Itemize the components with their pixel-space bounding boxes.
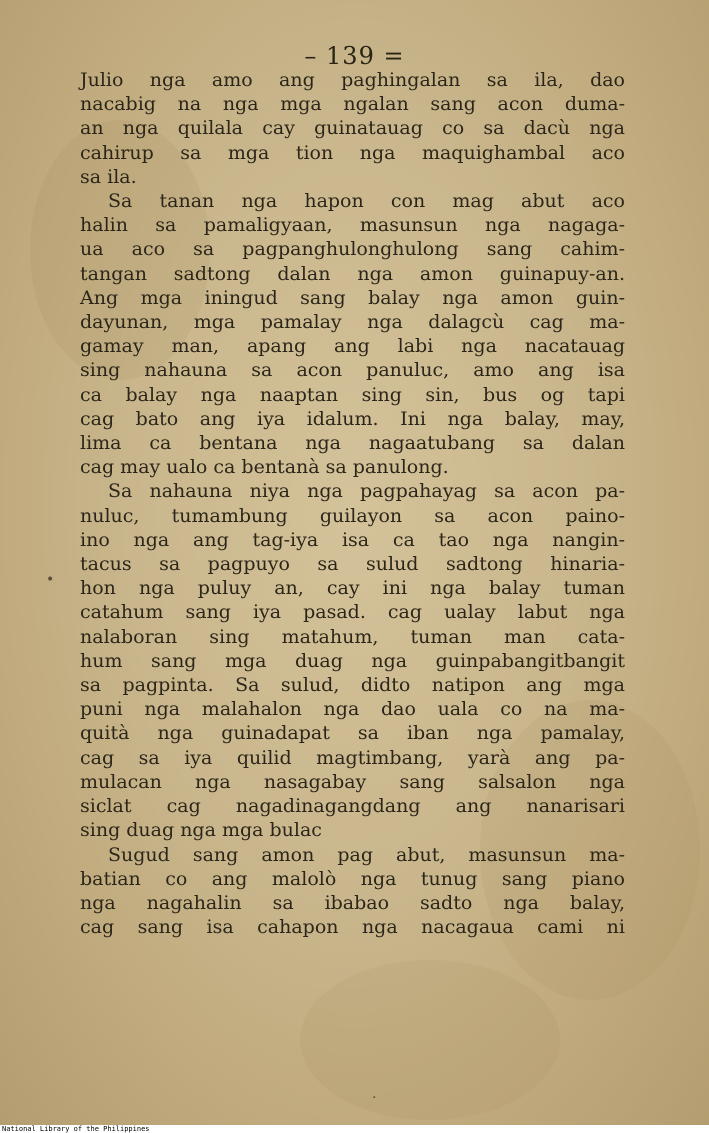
paper-stain (300, 960, 560, 1120)
text-line: cag sa iya quilid magtimbang, yarà ang pa- (80, 746, 625, 769)
text-line: nacabig na nga mga ngalan sang acon duma- (80, 93, 625, 116)
text-line: cag sang isa cahapon nga nacagaua cami ni (80, 916, 625, 939)
text-line: ua aco sa pagpanghulonghulong sang cahim- (80, 238, 625, 261)
body-text (80, 68, 625, 939)
text-line: Sa tanan nga hapon con mag abut aco (108, 190, 625, 213)
text-line: hon nga puluy an, cay ini nga balay tuman (80, 577, 625, 600)
text-line: gamay man, apang ang labi nga nacatauag (80, 335, 625, 358)
text-line: hum sang mga duag nga guinpabangitbangit (80, 649, 625, 672)
text-line: dayunan, mga pamalay nga dalagcù cag ma- (80, 311, 625, 334)
ink-speck: · (372, 1090, 377, 1106)
text-line: nga nagahalin sa ibabao sadto nga balay, (80, 891, 625, 914)
text-line: cag may ualo ca bentanà sa panulong. (80, 456, 449, 479)
text-line: sa ila. (80, 165, 137, 188)
text-line: nuluc, tumambung guilayon sa acon paino- (80, 504, 625, 527)
text-line: puni nga malahalon nga dao uala co na ma- (80, 698, 625, 721)
text-line: nalaboran sing matahum, tuman man cata- (80, 625, 625, 648)
page-number: – 139 = (304, 42, 405, 70)
text-line: sa pagpinta. Sa sulud, didto natipon ang mga (80, 674, 625, 697)
text-line: tacus sa pagpuyo sa sulud sadtong hinaria- (80, 553, 625, 576)
text-line: cahirup sa mga tion nga maquighambal aco (80, 141, 625, 164)
text-line: sing nahauna sa acon panuluc, amo ang isa (80, 359, 625, 382)
ink-speck: • (46, 572, 55, 588)
text-line: mulacan nga nasagabay sang salsalon nga (80, 770, 625, 793)
text-line: quità nga guinadapat sa iban nga pamalay, (80, 722, 625, 745)
text-line: tangan sadtong dalan nga amon guinapuy-an. (80, 262, 625, 285)
text-line: ino nga ang tag-iya isa ca tao nga nangin- (80, 528, 625, 551)
library-footer: National Library of the Philippines (2, 1125, 150, 1133)
text-line: Sugud sang amon pag abut, masunsun ma- (108, 843, 625, 866)
text-line: halin sa pamaligyaan, masunsun nga nagaga- (80, 214, 625, 237)
text-line: Ang mga iningud sang balay nga amon guin- (80, 286, 625, 309)
text-line: Julio nga amo ang paghingalan sa ila, dao (80, 69, 625, 91)
text-line: Sa nahauna niya nga pagpahayag sa acon pa- (108, 480, 625, 503)
text-line: ca balay nga naaptan sing sin, bus og tapi (80, 383, 625, 406)
text-line: lima ca bentana nga nagaatubang sa dalan (80, 432, 625, 455)
text-line: sing duag nga mga bulac (80, 819, 322, 842)
text-line: catahum sang iya pasad. cag ualay labut nga (80, 601, 625, 624)
text-line: cag bato ang iya idalum. Ini nga balay, may, (80, 407, 625, 430)
text-line: siclat cag nagadinagangdang ang nanarisari (80, 795, 625, 818)
text-line: an nga quilala cay guinatauag co sa dacù nga (80, 117, 625, 140)
text-line: batian co ang malolò nga tunug sang piano (80, 867, 625, 890)
